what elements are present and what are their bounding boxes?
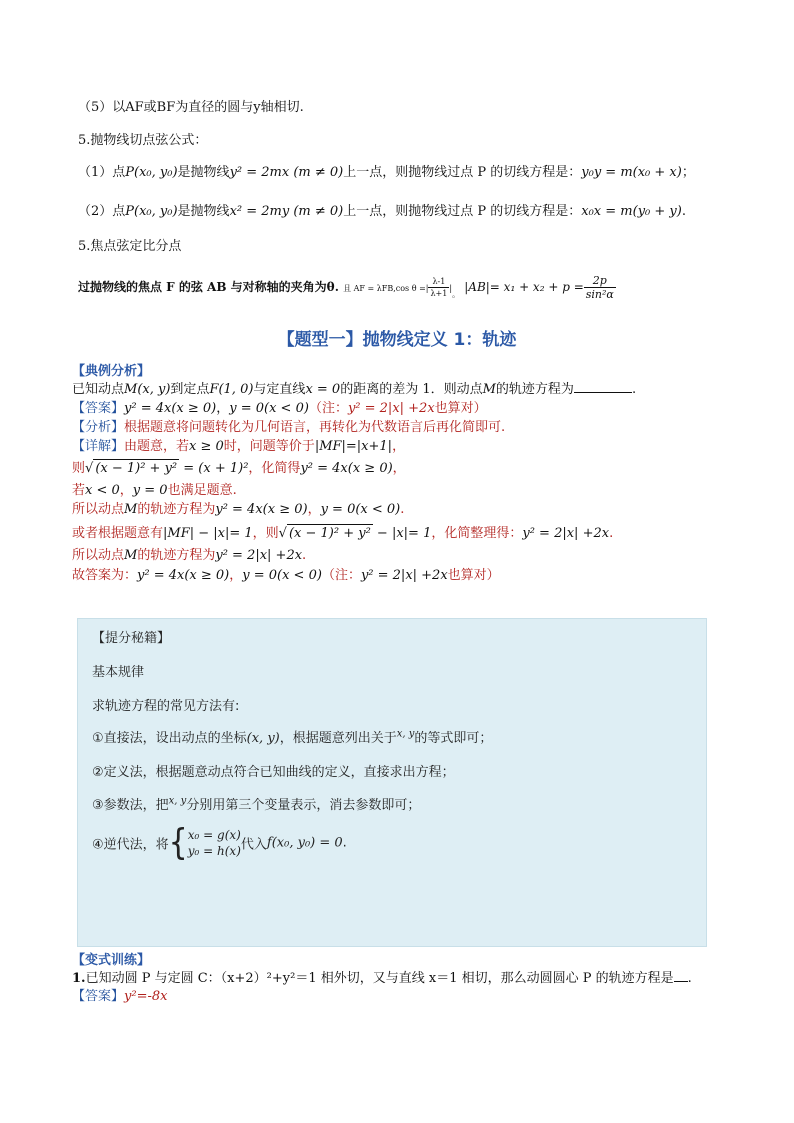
variant-answer: 【答案】y²=-8x [72,989,168,1004]
tips-subheading: 基本规律 [92,665,145,680]
example-detail-5: 或者根据题意有|MF| − |x|= 1，则√ (x − 1)² + y² − |x|= 1，化简整理得：y² = 2|x| +2x. [72,526,614,541]
example-heading: 【典例分析】 [72,364,151,379]
tips-method-4: ④逆代法，将{ x₀ = g(x) y₀ = h(x) 代入f(x₀, y₀) = 0. [92,821,347,864]
tips-intro: 求轨迹方程的常见方法有: [92,699,240,714]
variant-answer-blank [674,969,688,982]
example-question: 已知动点M(x, y)到定点F(1, 0)与定直线x = 0的距离的差为 1．则动点M的轨迹方程为 . [72,382,637,397]
example-detail-4: 所以动点M的轨迹方程为y² = 4x(x ≥ 0)，y = 0(x < 0). [72,502,405,517]
lambda-fraction: $\frac{\lambda-1}{\lambda+1}$ [430,277,448,298]
answer-blank [574,380,632,393]
tips-method-1: ①直接法，设出动点的坐标(x, y)，根据题意列出关于$^{x, y}$的等式即可； [92,728,493,746]
ab-fraction: $\frac{2p}{\text{sin²α}}$ [585,274,614,301]
focal-chord-formula: 过抛物线的焦点 F 的弦 AB 与对称轴的夹角为θ. 且 AF = λFB,cos θ =| $\frac{\lambda-1}{\lambda+1}$ $|_。$ |AB|= x₁ + x₂ + p = $\frac{2p}{\text{sin²α}}$ [78,274,614,301]
example-detail-3: 若x < 0，y = 0也满足题意. [72,483,237,498]
variant-question: 1.已知动圆 P 与定圆 C：（x+2）²+y²＝1 相外切，又与直线 x＝1 相切，那么动圆圆心 P 的轨迹方程是 . [72,971,692,986]
example-answer: 【答案】y² = 4x(x ≥ 0)，y = 0(x < 0)（注：y² = 2|x| +2x也算对） [72,401,487,416]
system-brace: { [168,821,188,864]
focal-chord-heading: 5.焦点弦定比分点 [78,239,182,254]
property-5: （5）以AF或BF为直径的圆与y轴相切. [78,100,304,115]
tips-method-3: ③参数法，把$^{x, y}$分别用第三个变量表示，消去参数即可； [92,795,421,813]
variant-heading: 【变式训练】 [72,953,151,968]
example-detail-1: 【详解】由题意，若x ≥ 0时，问题等价于|MF|=|x+1|， [72,439,406,454]
substitution-system: x₀ = g(x) y₀ = h(x) [187,828,241,858]
tips-box [77,618,707,947]
tips-method-2: ②定义法，根据题意动点符合已知曲线的定义，直接求出方程； [92,765,455,780]
tangent-formula-2: （2）点P(x₀, y₀)是抛物线x² = 2my (m ≠ 0)上一点，则抛物线过点 P 的切线方程是：x₀x = m(y₀ + y). [78,204,686,219]
tangent-formula-1: （1）点P(x₀, y₀)是抛物线y² = 2mx (m ≠ 0)上一点，则抛物线过点 P 的切线方程是：y₀y = m(x₀ + x)； [78,165,695,180]
example-detail-6: 所以动点M的轨迹方程为y² = 2|x| +2x. [72,548,307,563]
section-title: 【题型一】抛物线定义 1：轨迹 [277,330,517,350]
example-detail-2: 则√ (x − 1)² + y² = (x + 1)²，化简得y² = 4x(x ≥ 0)， [72,461,406,476]
example-analysis: 【分析】根据题意将问题转化为几何语言，再转化为代数语言后再化简即可. [72,420,506,435]
tangent-formula-heading: 5.抛物线切点弦公式： [78,133,208,148]
example-detail-7: 故答案为：y² = 4x(x ≥ 0)，y = 0(x < 0)（注：y² = 2|x| +2x也算对） [72,568,500,583]
tips-heading: 【提分秘籍】 [92,631,171,646]
